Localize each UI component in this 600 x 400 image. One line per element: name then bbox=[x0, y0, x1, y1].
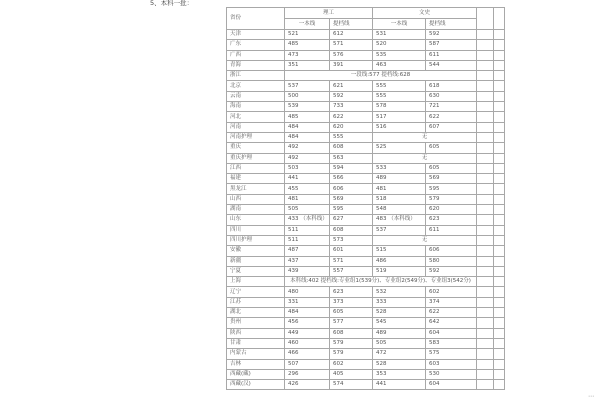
merged-note-cell: 本科线:402 提档线:专业组1(539分)、专业组2(549分)、专业组3(542分) bbox=[285, 277, 477, 287]
arts-none-cell: 无 bbox=[373, 153, 477, 163]
arts-first-line-cell: 555 bbox=[373, 91, 426, 101]
science-first-line-cell: 503 bbox=[285, 163, 330, 173]
blank-cell bbox=[477, 380, 494, 390]
blank-cell bbox=[494, 71, 505, 81]
science-file-line-cell: 563 bbox=[330, 153, 373, 163]
science-first-line-cell: 500 bbox=[285, 91, 330, 101]
province-cell: 湖北 bbox=[227, 308, 285, 318]
arts-file-line-cell: 622 bbox=[426, 112, 477, 122]
arts-file-line-cell: 583 bbox=[426, 338, 477, 348]
science-first-line-cell: 485 bbox=[285, 112, 330, 122]
blank-cell bbox=[494, 102, 505, 112]
blank-cell bbox=[477, 153, 494, 163]
science-first-line-cell: 439 bbox=[285, 266, 330, 276]
arts-file-line-header: 提档线 bbox=[426, 19, 477, 30]
province-cell: 河北 bbox=[227, 112, 285, 122]
science-first-line-header: 一本线 bbox=[285, 19, 330, 30]
blank-cell bbox=[477, 338, 494, 348]
arts-first-line-cell: 535 bbox=[373, 50, 426, 60]
province-cell: 山东 bbox=[227, 215, 285, 225]
science-file-line-cell: 594 bbox=[330, 163, 373, 173]
blank-cell bbox=[494, 246, 505, 256]
blank-cell bbox=[477, 122, 494, 132]
science-file-line-cell: 602 bbox=[330, 359, 373, 369]
blank-cell bbox=[494, 163, 505, 173]
blank-cell bbox=[494, 349, 505, 359]
science-first-line-cell: 484 bbox=[285, 308, 330, 318]
arts-first-line-cell: 531 bbox=[373, 30, 426, 40]
arts-file-line-cell: 623 bbox=[426, 215, 477, 225]
blank-cell bbox=[494, 132, 505, 142]
province-cell: 江苏 bbox=[227, 297, 285, 307]
table-row bbox=[227, 380, 505, 390]
table-row bbox=[227, 40, 505, 50]
blank-cell bbox=[494, 318, 505, 328]
arts-file-line-cell: 530 bbox=[426, 369, 477, 379]
arts-file-line-cell: 579 bbox=[426, 194, 477, 204]
science-file-line-cell: 579 bbox=[330, 338, 373, 348]
blank-cell bbox=[477, 91, 494, 101]
blank-cell bbox=[477, 60, 494, 70]
table-row bbox=[227, 338, 505, 348]
arts-first-line-cell: 489 bbox=[373, 174, 426, 184]
province-cell: 湖南 bbox=[227, 205, 285, 215]
arts-file-line-cell: 642 bbox=[426, 318, 477, 328]
arts-file-line-cell: 630 bbox=[426, 91, 477, 101]
science-file-line-cell: 605 bbox=[330, 308, 373, 318]
science-file-line-cell: 391 bbox=[330, 60, 373, 70]
province-cell: 新疆 bbox=[227, 256, 285, 266]
science-file-line-cell: 557 bbox=[330, 266, 373, 276]
province-cell: 上海 bbox=[227, 277, 285, 287]
blank-cell bbox=[494, 380, 505, 390]
arts-first-line-cell: 548 bbox=[373, 205, 426, 215]
arts-first-line-cell: 537 bbox=[373, 225, 426, 235]
science-file-line-cell: 569 bbox=[330, 194, 373, 204]
science-first-line-cell: 449 bbox=[285, 328, 330, 338]
blank-cell bbox=[494, 8, 505, 30]
blank-cell bbox=[494, 153, 505, 163]
table-row bbox=[227, 163, 505, 173]
province-cell: 云南 bbox=[227, 91, 285, 101]
blank-cell bbox=[494, 112, 505, 122]
science-file-line-cell: 608 bbox=[330, 143, 373, 153]
science-first-line-cell: 537 bbox=[285, 81, 330, 91]
arts-first-line-cell: 463 bbox=[373, 60, 426, 70]
blank-cell bbox=[494, 338, 505, 348]
province-cell: 内蒙古 bbox=[227, 349, 285, 359]
blank-cell bbox=[494, 40, 505, 50]
science-file-line-cell: 608 bbox=[330, 225, 373, 235]
blank-cell bbox=[477, 184, 494, 194]
blank-cell bbox=[494, 205, 505, 215]
blank-cell bbox=[477, 132, 494, 142]
blank-cell bbox=[494, 174, 505, 184]
science-first-line-cell: 433 （本科线） bbox=[285, 215, 330, 225]
blank-cell bbox=[477, 277, 494, 287]
blank-cell bbox=[477, 40, 494, 50]
arts-first-line-cell: 545 bbox=[373, 318, 426, 328]
province-cell: 甘肃 bbox=[227, 338, 285, 348]
science-first-line-cell: 487 bbox=[285, 246, 330, 256]
header-row-1 bbox=[227, 8, 505, 19]
province-cell: 广东 bbox=[227, 40, 285, 50]
science-file-line-header: 提档线 bbox=[330, 19, 373, 30]
science-file-line-cell: 623 bbox=[330, 287, 373, 297]
province-cell: 陕西 bbox=[227, 328, 285, 338]
blank-cell bbox=[494, 81, 505, 91]
arts-first-line-cell: 519 bbox=[373, 266, 426, 276]
table-row bbox=[227, 184, 505, 194]
blank-cell bbox=[494, 225, 505, 235]
science-file-line-cell: 620 bbox=[330, 122, 373, 132]
table-row bbox=[227, 277, 505, 287]
arts-first-line-cell: 532 bbox=[373, 287, 426, 297]
arts-file-line-cell: 587 bbox=[426, 40, 477, 50]
arts-file-line-cell: 603 bbox=[426, 359, 477, 369]
blank-cell bbox=[477, 102, 494, 112]
blank-cell bbox=[494, 50, 505, 60]
blank-cell bbox=[494, 122, 505, 132]
science-file-line-cell: 566 bbox=[330, 174, 373, 184]
arts-first-line-cell: 518 bbox=[373, 194, 426, 204]
province-cell: 西藏(汉) bbox=[227, 380, 285, 390]
arts-first-line-cell: 441 bbox=[373, 380, 426, 390]
table-row bbox=[227, 81, 505, 91]
science-file-line-cell: 601 bbox=[330, 246, 373, 256]
table-row bbox=[227, 256, 505, 266]
blank-cell bbox=[494, 277, 505, 287]
blank-cell bbox=[494, 91, 505, 101]
blank-cell bbox=[494, 287, 505, 297]
province-cell: 辽宁 bbox=[227, 287, 285, 297]
arts-file-line-cell: 604 bbox=[426, 328, 477, 338]
province-cell: 吉林 bbox=[227, 359, 285, 369]
science-header: 理工 bbox=[285, 8, 373, 19]
blank-cell bbox=[477, 246, 494, 256]
arts-first-line-cell: 555 bbox=[373, 81, 426, 91]
table-row bbox=[227, 266, 505, 276]
table-row bbox=[227, 30, 505, 40]
table-row bbox=[227, 246, 505, 256]
table-row bbox=[227, 122, 505, 132]
table-row bbox=[227, 174, 505, 184]
arts-header: 文史 bbox=[373, 8, 477, 19]
province-cell: 西藏(藏) bbox=[227, 369, 285, 379]
science-first-line-cell: 426 bbox=[285, 380, 330, 390]
science-file-line-cell: 574 bbox=[330, 380, 373, 390]
science-file-line-cell: 577 bbox=[330, 318, 373, 328]
blank-cell bbox=[494, 184, 505, 194]
science-file-line-cell: 405 bbox=[330, 369, 373, 379]
province-cell: 青海 bbox=[227, 60, 285, 70]
blank-cell bbox=[477, 8, 494, 30]
science-first-line-cell: 456 bbox=[285, 318, 330, 328]
arts-first-line-cell: 517 bbox=[373, 112, 426, 122]
arts-file-line-cell: 592 bbox=[426, 266, 477, 276]
science-file-line-cell: 571 bbox=[330, 40, 373, 50]
province-cell: 江西 bbox=[227, 163, 285, 173]
science-file-line-cell: 622 bbox=[330, 112, 373, 122]
blank-cell bbox=[477, 308, 494, 318]
arts-file-line-cell: 569 bbox=[426, 174, 477, 184]
province-cell: 黑龙江 bbox=[227, 184, 285, 194]
arts-file-line-cell: 622 bbox=[426, 308, 477, 318]
arts-first-line-cell: 528 bbox=[373, 359, 426, 369]
arts-file-line-cell: 602 bbox=[426, 287, 477, 297]
table-row bbox=[227, 359, 505, 369]
blank-cell bbox=[477, 287, 494, 297]
province-cell: 海南 bbox=[227, 102, 285, 112]
science-first-line-cell: 485 bbox=[285, 40, 330, 50]
blank-cell bbox=[494, 266, 505, 276]
blank-cell bbox=[477, 30, 494, 40]
science-first-line-cell: 521 bbox=[285, 30, 330, 40]
science-first-line-cell: 484 bbox=[285, 132, 330, 142]
science-first-line-cell: 296 bbox=[285, 369, 330, 379]
science-first-line-cell: 492 bbox=[285, 153, 330, 163]
arts-file-line-cell: 374 bbox=[426, 297, 477, 307]
science-first-line-cell: 507 bbox=[285, 359, 330, 369]
blank-cell bbox=[494, 215, 505, 225]
blank-cell bbox=[477, 369, 494, 379]
arts-first-line-cell: 515 bbox=[373, 246, 426, 256]
science-file-line-cell: 612 bbox=[330, 30, 373, 40]
blank-cell bbox=[494, 60, 505, 70]
arts-first-line-cell: 505 bbox=[373, 338, 426, 348]
province-cell: 重庆 bbox=[227, 143, 285, 153]
table-row bbox=[227, 235, 505, 245]
table-row bbox=[227, 318, 505, 328]
blank-cell bbox=[477, 205, 494, 215]
arts-file-line-cell: 544 bbox=[426, 60, 477, 70]
watermark: ⋯ bbox=[588, 393, 594, 400]
blank-cell bbox=[494, 369, 505, 379]
blank-cell bbox=[477, 71, 494, 81]
blank-cell bbox=[477, 194, 494, 204]
arts-file-line-cell: 611 bbox=[426, 225, 477, 235]
province-cell: 广西 bbox=[227, 50, 285, 60]
arts-file-line-cell: 595 bbox=[426, 184, 477, 194]
arts-file-line-cell: 620 bbox=[426, 205, 477, 215]
arts-file-line-cell: 580 bbox=[426, 256, 477, 266]
science-file-line-cell: 573 bbox=[330, 235, 373, 245]
province-cell: 浙江 bbox=[227, 71, 285, 81]
province-cell: 天津 bbox=[227, 30, 285, 40]
science-file-line-cell: 373 bbox=[330, 297, 373, 307]
blank-cell bbox=[477, 174, 494, 184]
science-first-line-cell: 441 bbox=[285, 174, 330, 184]
table-row bbox=[227, 308, 505, 318]
admission-score-table bbox=[226, 7, 505, 390]
table-row bbox=[227, 50, 505, 60]
arts-first-line-cell: 353 bbox=[373, 369, 426, 379]
province-cell: 河南护理 bbox=[227, 132, 285, 142]
arts-file-line-cell: 611 bbox=[426, 50, 477, 60]
blank-cell bbox=[477, 143, 494, 153]
blank-cell bbox=[494, 235, 505, 245]
table-row bbox=[227, 287, 505, 297]
province-cell: 河南 bbox=[227, 122, 285, 132]
arts-none-cell: 无 bbox=[373, 132, 477, 142]
blank-cell bbox=[494, 143, 505, 153]
blank-cell bbox=[494, 308, 505, 318]
arts-first-line-cell: 516 bbox=[373, 122, 426, 132]
science-first-line-cell: 505 bbox=[285, 205, 330, 215]
arts-first-line-cell: 533 bbox=[373, 163, 426, 173]
arts-none-cell: 无 bbox=[373, 235, 477, 245]
blank-cell bbox=[477, 297, 494, 307]
science-first-line-cell: 460 bbox=[285, 338, 330, 348]
province-cell: 宁夏 bbox=[227, 266, 285, 276]
science-file-line-cell: 595 bbox=[330, 205, 373, 215]
table-row bbox=[227, 297, 505, 307]
science-first-line-cell: 331 bbox=[285, 297, 330, 307]
arts-file-line-cell: 607 bbox=[426, 122, 477, 132]
province-cell: 山西 bbox=[227, 194, 285, 204]
blank-cell bbox=[477, 359, 494, 369]
province-cell: 北京 bbox=[227, 81, 285, 91]
blank-cell bbox=[494, 256, 505, 266]
arts-first-line-cell: 481 bbox=[373, 184, 426, 194]
science-first-line-cell: 480 bbox=[285, 287, 330, 297]
blank-cell bbox=[494, 359, 505, 369]
science-file-line-cell: 571 bbox=[330, 256, 373, 266]
arts-first-line-cell: 483 （本科线） bbox=[373, 215, 426, 225]
science-first-line-cell: 492 bbox=[285, 143, 330, 153]
blank-cell bbox=[477, 225, 494, 235]
table-row bbox=[227, 112, 505, 122]
table-row bbox=[227, 194, 505, 204]
science-file-line-cell: 733 bbox=[330, 102, 373, 112]
table-row bbox=[227, 369, 505, 379]
science-first-line-cell: 437 bbox=[285, 256, 330, 266]
table-row bbox=[227, 349, 505, 359]
table-row bbox=[227, 153, 505, 163]
science-first-line-cell: 484 bbox=[285, 122, 330, 132]
science-file-line-cell: 608 bbox=[330, 328, 373, 338]
science-first-line-cell: 511 bbox=[285, 225, 330, 235]
blank-cell bbox=[477, 349, 494, 359]
science-file-line-cell: 576 bbox=[330, 50, 373, 60]
blank-cell bbox=[477, 50, 494, 60]
arts-first-line-cell: 472 bbox=[373, 349, 426, 359]
province-header: 省份 bbox=[227, 8, 285, 30]
arts-first-line-cell: 578 bbox=[373, 102, 426, 112]
table-row bbox=[227, 102, 505, 112]
blank-cell bbox=[494, 328, 505, 338]
science-file-line-cell: 579 bbox=[330, 349, 373, 359]
table-row bbox=[227, 71, 505, 81]
blank-cell bbox=[477, 318, 494, 328]
arts-first-line-cell: 520 bbox=[373, 40, 426, 50]
arts-first-line-cell: 528 bbox=[373, 308, 426, 318]
blank-cell bbox=[477, 163, 494, 173]
table-row bbox=[227, 60, 505, 70]
arts-first-line-cell: 489 bbox=[373, 328, 426, 338]
province-cell: 安徽 bbox=[227, 246, 285, 256]
blank-cell bbox=[477, 112, 494, 122]
table-row bbox=[227, 91, 505, 101]
arts-file-line-cell: 592 bbox=[426, 30, 477, 40]
merged-note-cell: 一段线:577 提档线:628 bbox=[285, 71, 477, 81]
arts-file-line-cell: 575 bbox=[426, 349, 477, 359]
blank-cell bbox=[477, 328, 494, 338]
table-row bbox=[227, 132, 505, 142]
blank-cell bbox=[477, 81, 494, 91]
arts-file-line-cell: 606 bbox=[426, 246, 477, 256]
science-first-line-cell: 455 bbox=[285, 184, 330, 194]
arts-file-line-cell: 604 bbox=[426, 380, 477, 390]
science-first-line-cell: 466 bbox=[285, 349, 330, 359]
science-file-line-cell: 555 bbox=[330, 132, 373, 142]
province-cell: 重庆护理 bbox=[227, 153, 285, 163]
table-row bbox=[227, 215, 505, 225]
science-first-line-cell: 351 bbox=[285, 60, 330, 70]
table-row bbox=[227, 143, 505, 153]
province-cell: 福建 bbox=[227, 174, 285, 184]
blank-cell bbox=[477, 266, 494, 276]
blank-cell bbox=[494, 297, 505, 307]
arts-file-line-cell: 605 bbox=[426, 163, 477, 173]
blank-cell bbox=[494, 194, 505, 204]
science-first-line-cell: 481 bbox=[285, 194, 330, 204]
science-first-line-cell: 511 bbox=[285, 235, 330, 245]
science-file-line-cell: 606 bbox=[330, 184, 373, 194]
science-file-line-cell: 621 bbox=[330, 81, 373, 91]
science-first-line-cell: 473 bbox=[285, 50, 330, 60]
table-row bbox=[227, 328, 505, 338]
province-cell: 贵州 bbox=[227, 318, 285, 328]
blank-cell bbox=[477, 256, 494, 266]
arts-file-line-cell: 605 bbox=[426, 143, 477, 153]
science-file-line-cell: 627 bbox=[330, 215, 373, 225]
arts-file-line-cell: 618 bbox=[426, 81, 477, 91]
science-first-line-cell: 539 bbox=[285, 102, 330, 112]
section-heading: 5、本科一批： bbox=[150, 0, 194, 7]
arts-first-line-cell: 486 bbox=[373, 256, 426, 266]
table-row bbox=[227, 225, 505, 235]
table-row bbox=[227, 205, 505, 215]
province-cell: 四川护理 bbox=[227, 235, 285, 245]
blank-cell bbox=[494, 30, 505, 40]
blank-cell bbox=[477, 235, 494, 245]
arts-first-line-cell: 333 bbox=[373, 297, 426, 307]
arts-first-line-header: 一本线 bbox=[373, 19, 426, 30]
science-file-line-cell: 592 bbox=[330, 91, 373, 101]
province-cell: 四川 bbox=[227, 225, 285, 235]
blank-cell bbox=[477, 215, 494, 225]
arts-file-line-cell: 721 bbox=[426, 102, 477, 112]
arts-first-line-cell: 525 bbox=[373, 143, 426, 153]
